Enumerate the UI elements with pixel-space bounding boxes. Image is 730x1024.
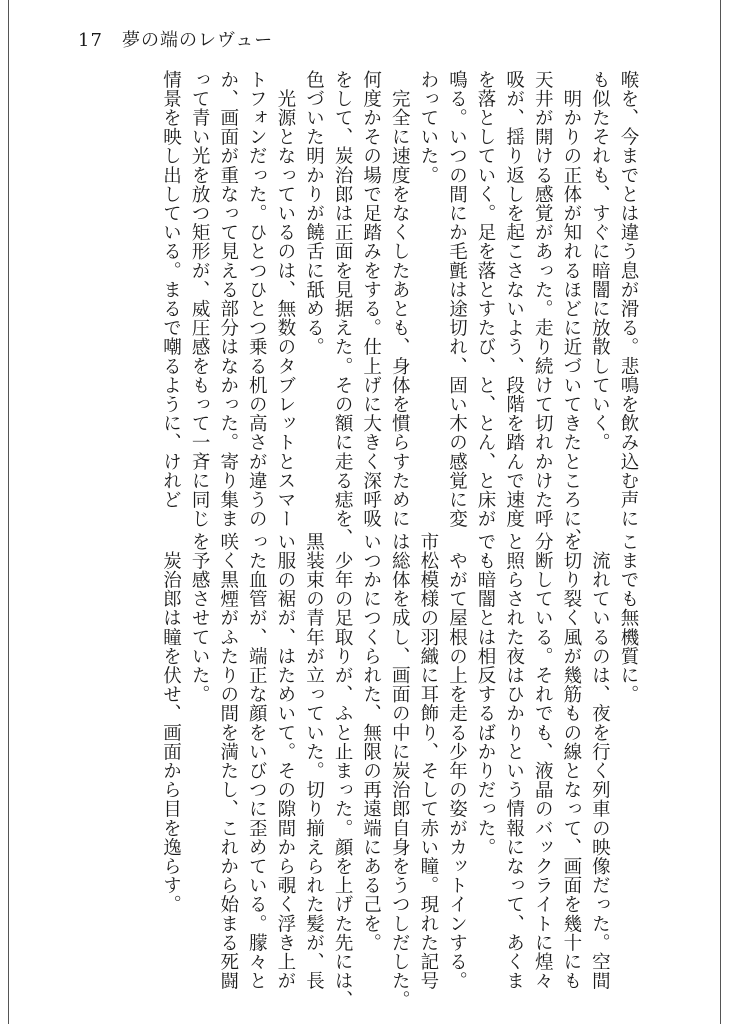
text-line: 市松模様の羽織に耳飾り、そして赤い瞳。現れた記号: [417, 532, 439, 991]
text-line: 黒装束の青年が立っていた。切り揃えられた髪が、長: [303, 532, 325, 991]
text-line: 明かりの正体が知れるほどに近づいてきたところに、: [560, 70, 582, 548]
text-line: は総体を成し、画面の中に炭治郎自身をうつしだした。: [389, 532, 411, 1010]
text-line: を落としていく。足を落とすたび、と、とん、と床が: [475, 70, 497, 529]
page-edge-right: [720, 0, 721, 1024]
text-line: 光源となっているのは、無数のタブレットとスマー: [274, 70, 296, 529]
text-line: こまでも無機質に。: [618, 532, 639, 704]
text-line: でも暗闇とは相反するばかりだった。: [475, 532, 497, 857]
text-line: 咲く黒煙がふたりの間を満たし、これから始まる死闘: [217, 532, 239, 991]
text-block-upper: [156, 70, 642, 548]
text-line: か、画面が重なって見える部分はなかった。寄り集ま: [217, 70, 239, 529]
text-line: 情景を映し出している。まるで嘲るように、けれど: [160, 70, 182, 510]
text-line: いつかにつくられた、無限の再遠端にある己を。: [360, 532, 382, 953]
text-line: った血管が、端正な顔をいびつに歪めている。朦々と: [246, 532, 268, 991]
running-header: [78, 26, 273, 52]
text-line: を切り裂く風が幾筋もの線となって、画面を幾十にも: [560, 532, 582, 991]
text-block-lower: [156, 532, 642, 1010]
text-line: 完全に速度をなくしたあとも、身体を慣らすために: [389, 70, 411, 529]
text-line: も似たそれも、すぐに暗闇に放散していく。: [589, 70, 611, 452]
text-line: 分断している。それでも、液晶のバックライトに煌々: [532, 532, 554, 991]
text-line: やがて屋根の上を走る少年の姿がカットインする。: [446, 532, 468, 991]
page-number: 17: [78, 30, 103, 51]
text-line: 少年の足取りが、ふと止まった。顔を上げた先には、: [332, 532, 354, 1010]
text-line: をして、炭治郎は正面を見据えた。その額に走る痣を、: [332, 70, 354, 548]
text-line: 喉を、今までとは違う息が滑る。悲鳴を飲み込む声に: [618, 70, 639, 529]
page-edge-left: [8, 0, 9, 1024]
text-line: と照らされた夜はひかりという情報になって、あくま: [503, 532, 525, 991]
text-line: 鳴る。いつの間にか毛氈は途切れ、固い木の感覚に変: [446, 70, 468, 529]
text-line: 色づいた明かりが饒舌に舐める。: [303, 70, 325, 357]
text-line: 天井が開ける感覚があった。走り続けて切れかけた呼: [532, 70, 554, 529]
text-line: 何度かその場で足踏みをする。仕上げに大きく深呼吸: [360, 70, 382, 529]
text-line: 流れているのは、夜を行く列車の映像だった。空間: [589, 532, 611, 991]
text-line: 吸が、揺り返しを起こさないよう、段階を踏んで速度: [503, 70, 525, 529]
text-line: トフォンだった。ひとつひとつ乗る机の高さが違うの: [246, 70, 268, 529]
chapter-title: 夢の端のレヴュー: [122, 30, 274, 51]
text-line: い服の裾が、はためいて。その隙間から覗く浮き上が: [274, 532, 296, 991]
text-line: って青い光を放つ矩形が、威圧感をもって一斉に同じ: [189, 70, 211, 529]
text-line: わっていた。: [417, 70, 439, 185]
text-line: 炭治郎は瞳を伏せ、画面から目を逸らす。: [160, 532, 182, 914]
text-line: を予感させていた。: [189, 532, 211, 704]
